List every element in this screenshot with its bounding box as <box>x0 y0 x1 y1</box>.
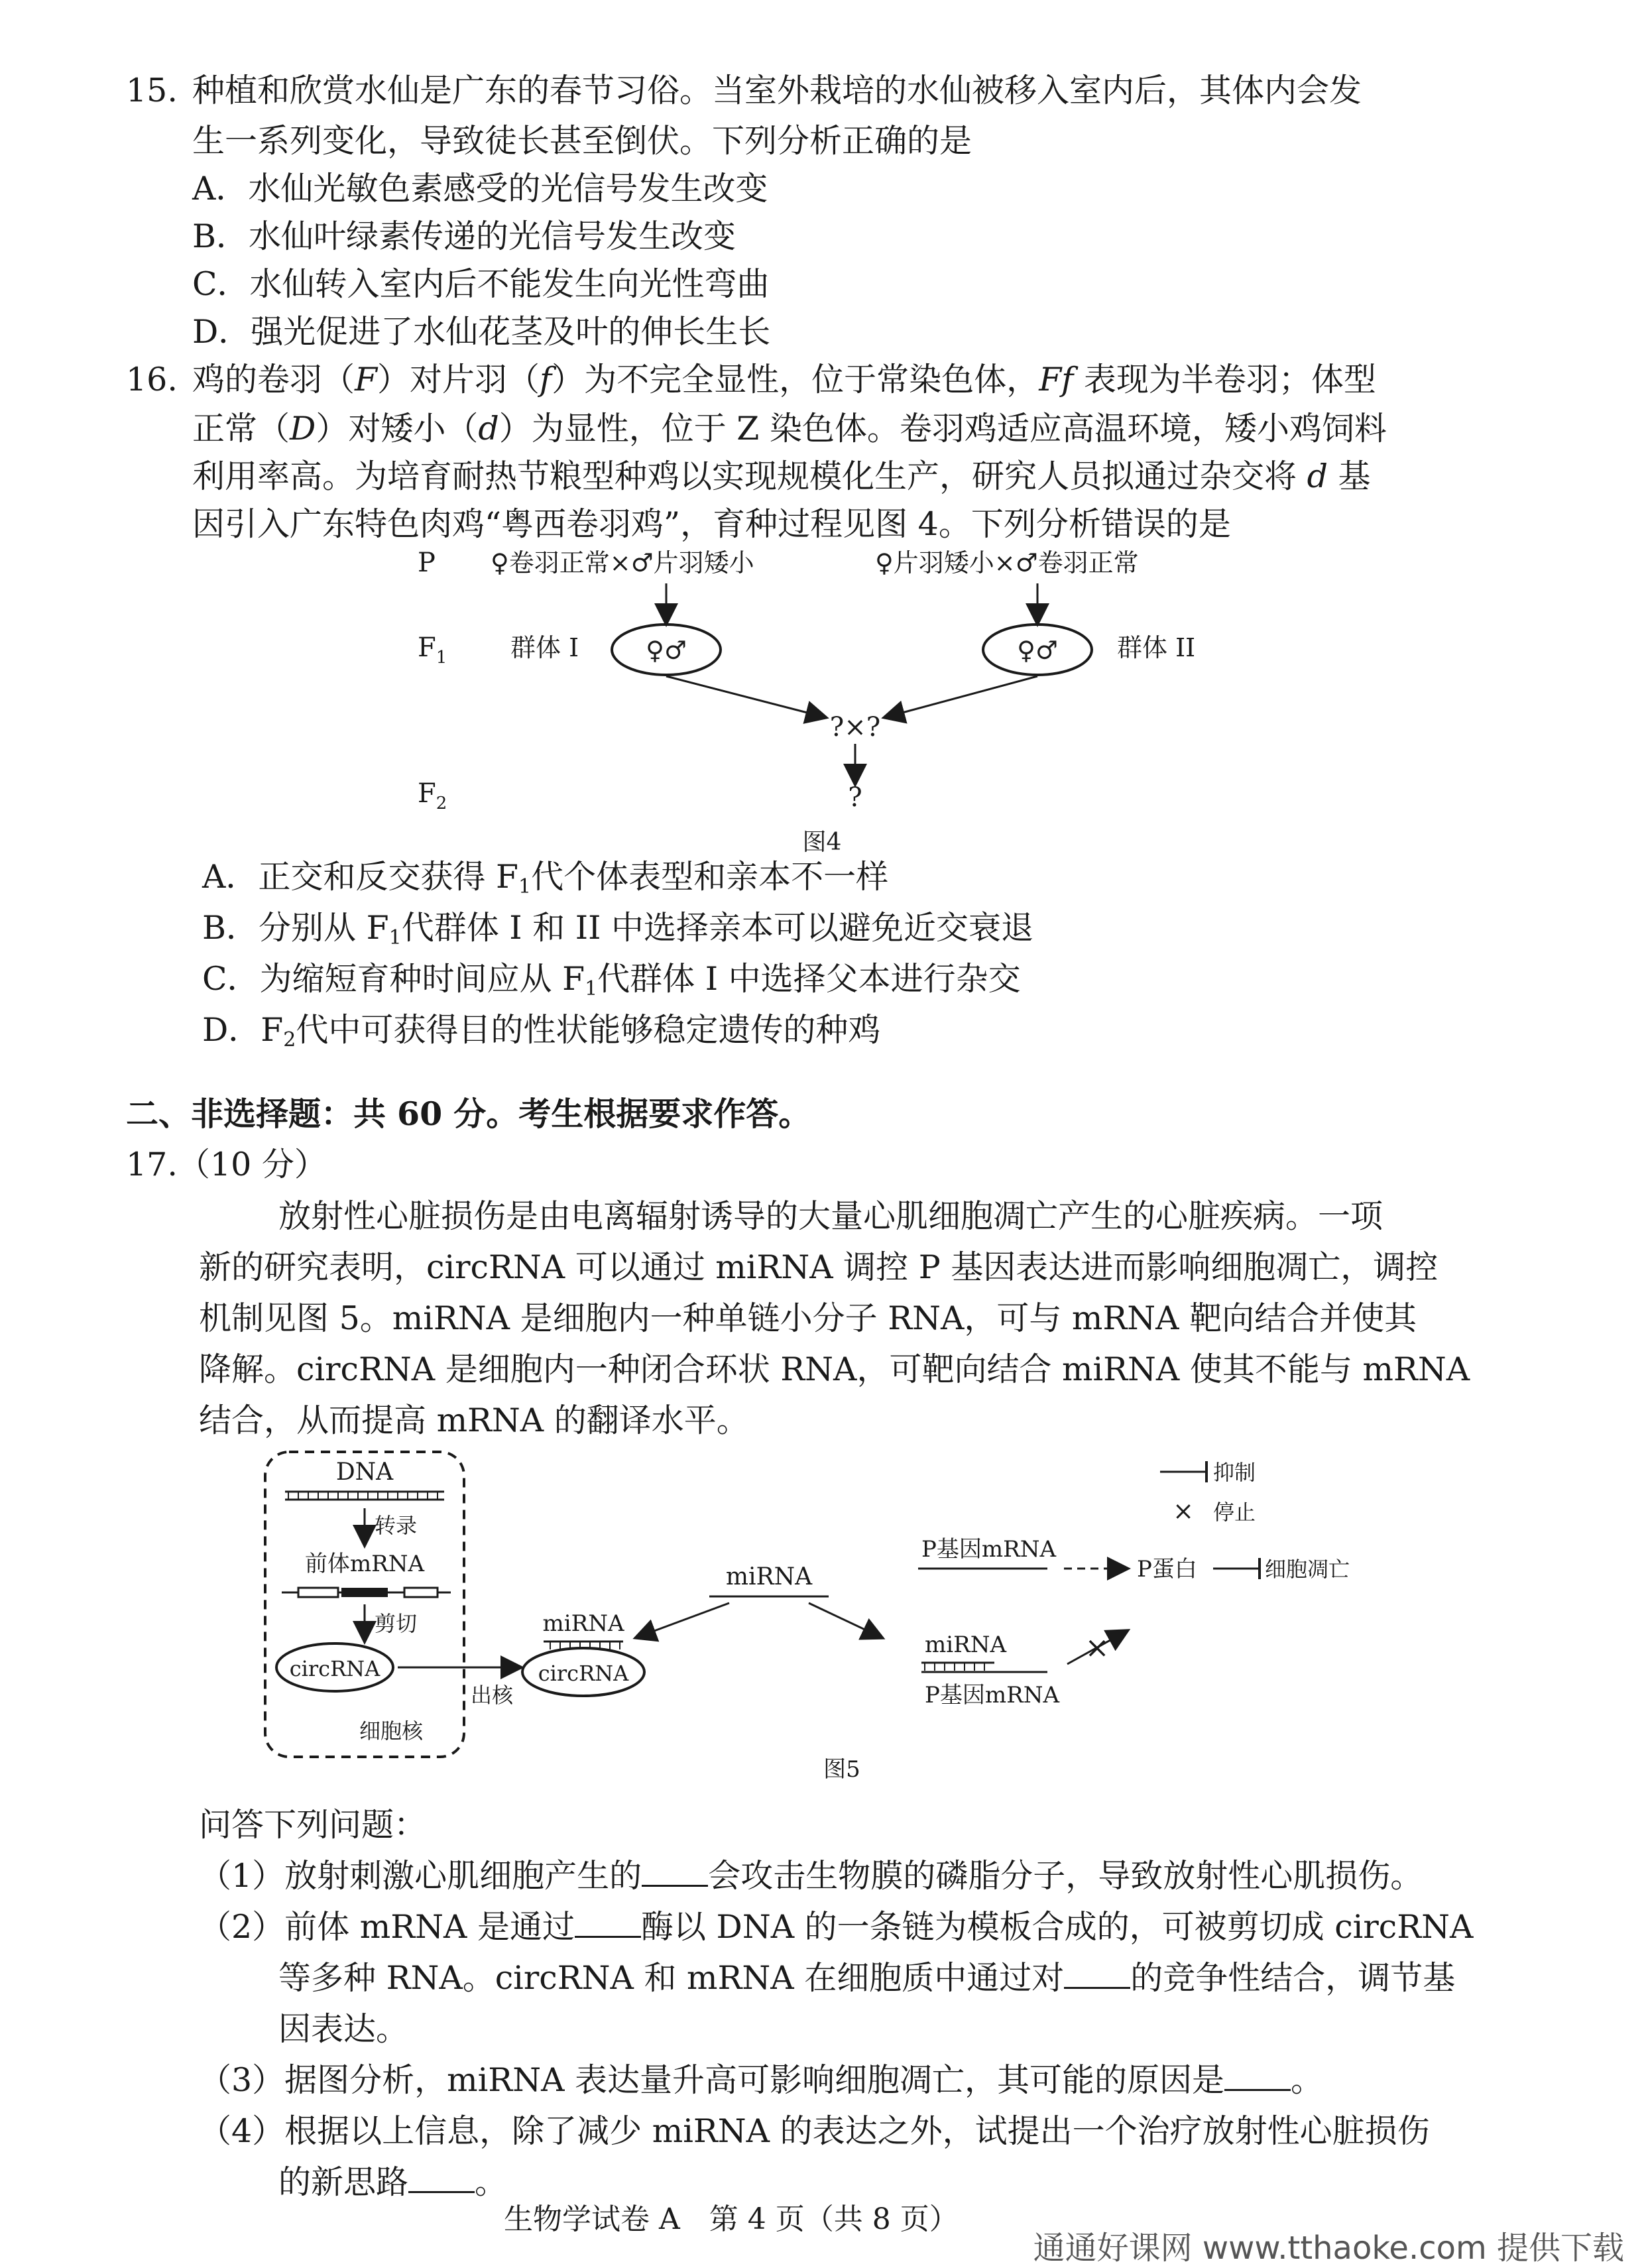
q17-sub2-line2: 等多种 RNA。circRNA 和 mRNA 在细胞质中通过对 的竞争性结合，调节基 <box>278 1959 1456 1997</box>
fig4-group1-label: 群体 I <box>510 633 579 662</box>
watermark: 通通好课网 www.tthaoke.com 提供下载 <box>1033 2230 1624 2267</box>
q17-sub2-blank2[interactable] <box>1064 1960 1130 1989</box>
fig5-stop-mark: × <box>1085 1631 1110 1665</box>
fig4-cross-question: ?×? <box>829 712 881 743</box>
fig5-legend-stop-symbol: × <box>1173 1496 1194 1525</box>
q15-option-d: D．强光促进了水仙花茎及叶的伸长生长 <box>192 313 771 351</box>
q17-paragraph-line4: 降解。circRNA 是细胞内一种闭合环状 RNA，可靶向结合 miRNA 使其不能与 mRNA <box>199 1350 1470 1388</box>
fig5-nucleus-label: 细胞核 <box>359 1718 424 1744</box>
q17-sub2-line3: 因表达。 <box>278 2010 409 2048</box>
fig5-exit-label: 出核 <box>471 1683 514 1708</box>
q17-paragraph-line5: 结合，从而提高 mRNA 的翻译水平。 <box>199 1402 749 1439</box>
q16-option-d: D．$F_2$代中可获得目的性状能够稳定遗传的种鸡 <box>202 1011 881 1051</box>
q17-sub4-line1: （4）根据以上信息，除了减少 miRNA 的表达之外，试提出一个治疗放射性心脏损伤 <box>199 2112 1430 2150</box>
fig4-cross-left: ♀卷羽正常×♂片羽矮小 <box>491 548 754 577</box>
q17-sub1: （1）放射刺激心肌细胞产生的 会攻击生物膜的磷脂分子，导致放射性心肌损伤。 <box>199 1857 1423 1895</box>
q16-option-c: C．为缩短育种时间应从 $F_1$代群体 I 中选择父本进行杂交 <box>202 960 1021 1000</box>
fig4-caption: 图4 <box>802 829 842 856</box>
fig5-legend-stop: 停止 <box>1213 1500 1256 1525</box>
fig4-group1-sexes: ♀♂ <box>646 636 687 665</box>
q16-option-b: B．分别从 $F_1$代群体 I 和 II 中选择亲本可以避免近交衰退 <box>202 909 1034 949</box>
fig5-splice-label: 剪切 <box>375 1611 418 1636</box>
fig5-dna-label: DNA <box>335 1459 394 1486</box>
fig4-group2-label: 群体 II <box>1117 633 1196 662</box>
exam-page: 15. 种植和欣赏水仙是广东的春节习俗。当室外栽培的水仙被移入室内后，其体内会发 生一系列变化，导致徒长甚至倒伏。下列分析正确的是 A．水仙光敏色素感受的光信号发生改变 B．水仙叶绿素传递的光信号发生改变 C．水仙转入室内后不能发生向光性弯曲 D．强光促进了水仙花茎及叶的伸长生长 16. 鸡的卷羽（F）对片羽（f）为不完全显性，位于常染色体，Ff 表现为半卷羽；体型 正常（D）对矮小（d）为显性，位于 Z 染色体。卷羽鸡适应高温环境，矮小鸡饲料 利用率高。为培育耐热节粮型种鸡以实现规模化生产，研究人员拟通过杂交将 d 基 因引入广东特色肉鸡“粤西卷羽鸡”，育种过程见图 4。下列分析错误的是 P ♀卷羽正常×♂片羽矮小 ♀片羽矮小×♂卷羽正常 $F_1$ 群体 I ♀♂ ♀♂ 群体 II ?×? $F_2$ ? 图4 A．正交和反交获得 $F_1$代个体表型和亲本不一样 B．分别从 $F_1$代群体 I 和 II 中选择亲本可以避免近交衰退 C．为缩短育种时间应从 $F_1$代群体 I 中选择父本进行杂交 D．$F_2$代中可获得目的性状能够稳定遗传的种鸡 二、非选择题：共 60 分。考生根据要求作答。 17.（10 分） 放射性心脏损伤是由电离辐射诱导的大量心肌细胞凋亡产生的心脏疾病。一项 新的研究表明，circRNA 可以通过 miRNA 调控 P 基因表达进而影响细胞凋亡，调控 机制见图 5。miRNA 是细胞内一种单链小分子 RNA，可与 mRNA 靶向结合并使其 降解。circRNA 是细胞内一种闭合环状 RNA，可靶向结合 miRNA 使其不能与 mRNA 结合，从而提高 mRNA 的翻译水平。 DNA 转录 前体mRNA 剪切 circRNA 细胞核 出核 miRNA circRNA miRNA P基因mRNA P蛋白 细胞凋亡 抑制 × 停止 miRNA P基因mRNA × 图5 问答下列问题： （1）放射刺激心肌细胞产生的 会攻击生物膜的磷脂分子，导致放射性心肌损伤。 （2）前体 mRNA 是通过 酶以 DNA 的一条链为模板合成的，可被剪切成 circRNA 等多种 RNA。circRNA 和 mRNA 在细胞质中通过对 的竞争性结合，调节基 因表达。 （3）据图分析，miRNA 表达量升高可影响细胞凋亡，其可能的原因是 。 （4）根据以上信息，除了减少 miRNA 的表达之外，试提出一个治疗放射性心脏损伤 的新思路 。 生物学试卷 A 第 4 页（共 8 页） 通通好课网 www.tthaoke.com 提供下载 <box>0 0 1644 2267</box>
fig5-mirna-bound-label: miRNA <box>542 1610 624 1637</box>
q16-option-a: A．正交和反交获得 $F_1$代个体表型和亲本不一样 <box>202 858 889 898</box>
q15-option-a: A．水仙光敏色素感受的光信号发生改变 <box>192 170 768 208</box>
q17-sub3-blank[interactable] <box>1224 2062 1291 2091</box>
q17-paragraph-line2: 新的研究表明，circRNA 可以通过 miRNA 调控 P 基因表达进而影响细胞凋亡，调控 <box>199 1248 1439 1286</box>
q15-option-c: C．水仙转入室内后不能发生向光性弯曲 <box>192 265 770 303</box>
fig5-pre-mrna-strand <box>282 1588 451 1597</box>
fig5-mirna-free-label: miRNA <box>725 1563 813 1590</box>
q17-sub3: （3）据图分析，miRNA 表达量升高可影响细胞凋亡，其可能的原因是 。 <box>199 2061 1324 2099</box>
q16-number: 16. <box>126 361 178 398</box>
fig5-p-mrna-top-label: P基因mRNA <box>921 1536 1057 1563</box>
q15-option-b: B．水仙叶绿素传递的光信号发生改变 <box>192 217 736 255</box>
fig5-caption: 图5 <box>823 1756 860 1783</box>
fig5-mirna-on-mrna-label: miRNA <box>925 1632 1007 1658</box>
q17-sub1-blank[interactable] <box>642 1858 708 1887</box>
fig5-dna-strand <box>285 1492 444 1500</box>
fig5-p-mrna-bottom-label: P基因mRNA <box>925 1682 1060 1708</box>
figure-4-breeding-diagram <box>398 544 1260 862</box>
fig5-transcription-label: 转录 <box>375 1513 418 1538</box>
q17-sub4-line2: 的新思路 。 <box>278 2163 508 2201</box>
q15-stem-line1: 种植和欣赏水仙是广东的春节习俗。当室外栽培的水仙被移入室内后，其体内会发 <box>192 72 1362 109</box>
figure-5-mechanism-diagram <box>252 1439 1432 1797</box>
q16-stem-line1: 鸡的卷羽（F）对片羽（f）为不完全显性，位于常染色体，Ff 表现为半卷羽；体型 <box>192 361 1376 398</box>
q16-stem-line4: 因引入广东特色肉鸡“粤西卷羽鸡”，育种过程见图 4。下列分析错误的是 <box>192 505 1231 543</box>
fig4-result-question: ? <box>848 782 862 813</box>
fig4-row-f1: $F_1$ <box>418 632 447 668</box>
fig5-apoptosis-label: 细胞凋亡 <box>1265 1557 1350 1582</box>
q17-sub2-line1: （2）前体 mRNA 是通过 酶以 DNA 的一条链为模板合成的，可被剪切成 circRNA <box>199 1908 1474 1946</box>
q17-prompt: 问答下列问题： <box>199 1806 427 1844</box>
fig5-pre-mrna-label: 前体mRNA <box>304 1551 425 1577</box>
q16-stem-line3: 利用率高。为培育耐热节粮型种鸡以实现规模化生产，研究人员拟通过杂交将 d 基 <box>192 457 1371 495</box>
fig4-row-p: P <box>418 548 436 578</box>
fig5-mirna-bound-to-p-mrna <box>921 1663 1047 1672</box>
q17-sub4-blank[interactable] <box>408 2165 475 2193</box>
fig5-circrna-cytoplasm-label: circRNA <box>538 1661 629 1686</box>
fig5-circrna-nucleus-label: circRNA <box>289 1656 381 1681</box>
fig5-legend-inhibit: 抑制 <box>1213 1460 1256 1485</box>
q15-number: 15. <box>126 72 178 109</box>
q17-sub2-blank1[interactable] <box>575 1909 641 1938</box>
q15-stem-line2: 生一系列变化，导致徒长甚至倒伏。下列分析正确的是 <box>192 122 972 160</box>
fig5-p-protein-label: P蛋白 <box>1137 1556 1197 1582</box>
q17-paragraph-line3: 机制见图 5。miRNA 是细胞内一种单链小分子 RNA，可与 mRNA 靶向结合并使其 <box>199 1299 1417 1337</box>
q17-number: 17.（10 分） <box>126 1146 327 1183</box>
fig4-row-f2: $F_2$ <box>418 778 447 813</box>
fig4-cross-right: ♀片羽矮小×♂卷羽正常 <box>875 548 1139 577</box>
section-2-heading: 二、非选择题：共 60 分。考生根据要求作答。 <box>126 1095 811 1133</box>
q16-stem-line2: 正常（D）对矮小（d）为显性，位于 Z 染色体。卷羽鸡适应高温环境，矮小鸡饲料 <box>192 410 1387 448</box>
q17-paragraph-line1: 放射性心脏损伤是由电离辐射诱导的大量心肌细胞凋亡产生的心脏疾病。一项 <box>278 1197 1383 1235</box>
fig4-group2-sexes: ♀♂ <box>1017 636 1058 665</box>
